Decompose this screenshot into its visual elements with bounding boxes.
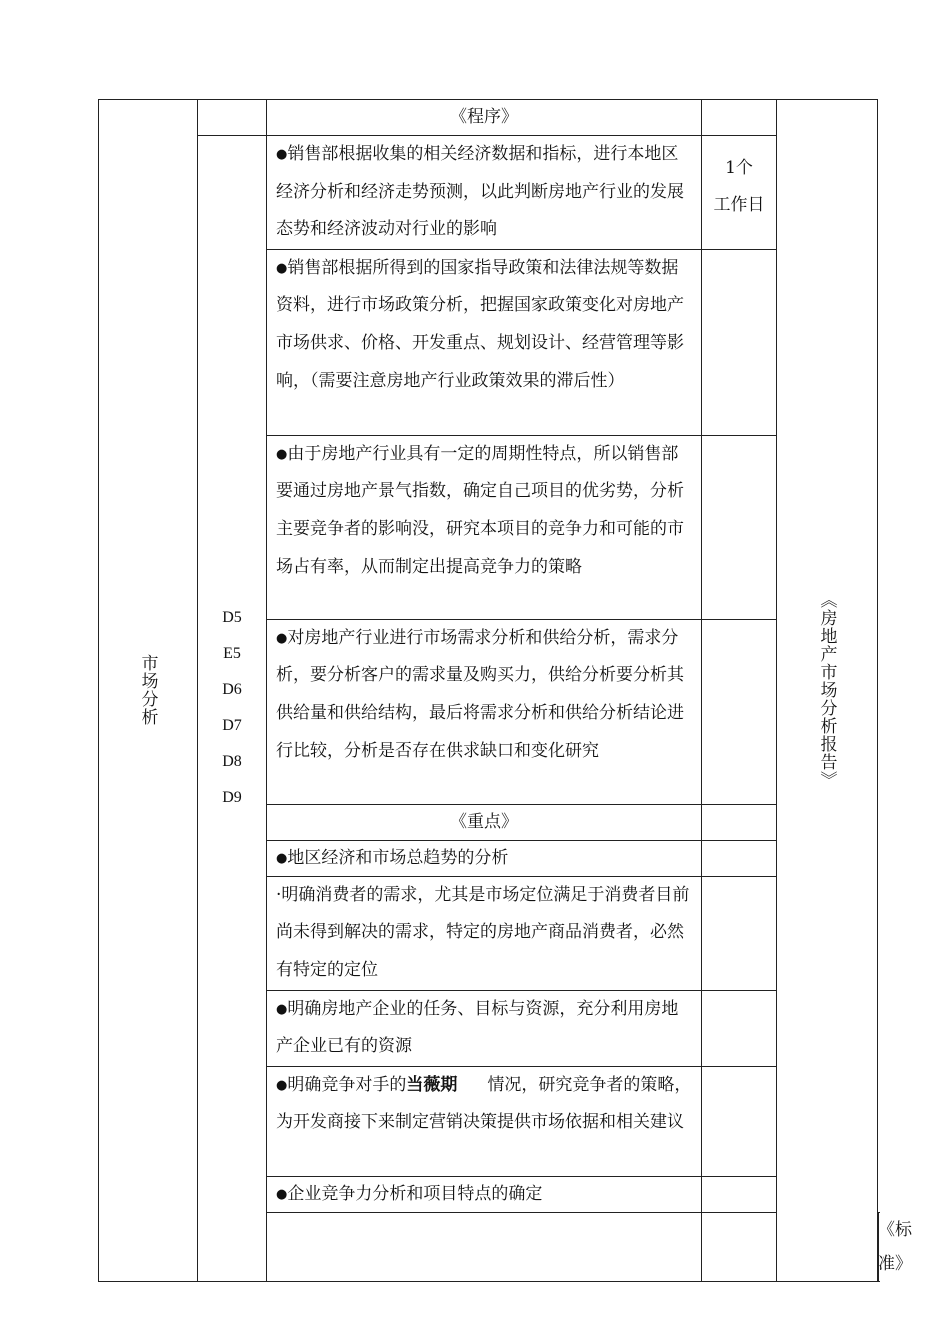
procedure-item-4 (267, 619, 702, 804)
bullet-icon: ● (276, 260, 288, 276)
dot-bullet-icon: · (276, 884, 282, 905)
left-title: 市场分析 (137, 654, 158, 727)
duration-cell (702, 136, 777, 250)
key-item-1 (267, 840, 702, 876)
key-text: 明确消费者的需求，尤其是市场定位满足于消费者目前尚未得到解决的需求，特定的房地产商品消费者，必然有特定的定位 (276, 884, 690, 980)
key-text-bold: 当薇期 (406, 1074, 458, 1095)
code-item: D6 (222, 681, 242, 699)
key-text: 情况，研究竞争者的策略，为开发商接下来制定营销决策提供市场依据和相关建议 (276, 1074, 692, 1133)
procedure-text: 销售部根据所得到的国家指导政策和法律法规等数据资料，进行市场政策分析，把握国家政策变化对房地产市场供求、价格、开发重点、规划设计、经营管理等影响，（需要注意房地产行业政策效果的滞后性） (276, 257, 684, 391)
key-text: 明确竞争对手的 (287, 1074, 407, 1095)
procedure-text: 由于房地产行业具有一定的周期性特点，所以销售部要通过房地产景气指数，确定自己项目的优劣势，分析主要竞争者的影响没，研究本项目的竞争力和可能的市场占有率，从而制定出提高竞争力的策略 (276, 443, 684, 577)
empty-cell (702, 1176, 777, 1212)
codes-cell (198, 136, 267, 1282)
duration-line: 1个 (725, 158, 753, 178)
key-text: 企业竞争力分析和项目特点的确定 (287, 1183, 543, 1204)
empty-cell (702, 100, 777, 136)
empty-cell (702, 619, 777, 804)
procedure-item-1 (267, 136, 702, 250)
empty-cell (702, 1212, 777, 1281)
empty-cell (702, 840, 777, 876)
procedure-text: 销售部根据收集的相关经济数据和指标，进行本地区经济分析和经济走势预测，以此判断房地产行业的发展态势和经济波动对行业的影响 (276, 144, 684, 240)
empty-cell (198, 100, 267, 136)
bullet-icon: ● (276, 1001, 288, 1017)
right-title-cell (777, 100, 878, 1282)
left-title-cell (99, 100, 198, 1282)
key-item-5 (267, 1176, 702, 1212)
key-text: 地区经济和市场总趋势的分析 (287, 847, 509, 868)
right-title: 《房地产市场分析报告》 (816, 591, 837, 790)
empty-cell (702, 876, 777, 990)
procedure-text: 对房地产行业进行市场需求分析和供给分析，需求分析，要分析客户的需求量及购买力，供给分析要分析其供给量和供给结构，最后将需求分析和供给分析结论进行比较，分析是否存在供求缺口和变化研究 (276, 627, 684, 761)
key-item-3 (267, 990, 702, 1066)
bullet-icon: ● (276, 1077, 288, 1093)
procedure-header: 《程序》 (267, 100, 702, 136)
empty-cell (702, 1066, 777, 1176)
empty-cell (267, 1212, 702, 1281)
bullet-icon: ● (276, 446, 288, 462)
code-item: D7 (222, 717, 242, 735)
empty-cell (702, 435, 777, 619)
bullet-icon: ● (276, 147, 288, 162)
procedure-item-3 (267, 435, 702, 619)
bullet-icon: ● (276, 850, 288, 866)
code-list (198, 600, 266, 816)
key-item-4 (267, 1066, 702, 1176)
code-item: D5 (222, 609, 242, 627)
bullet-icon: ● (276, 630, 288, 646)
key-item-2 (267, 876, 702, 990)
empty-cell (702, 249, 777, 435)
key-text: 明确房地产企业的任务、目标与资源，充分利用房地产企业已有的资源 (276, 998, 679, 1057)
code-item: D9 (222, 789, 242, 807)
key-header: 《重点》 (267, 804, 702, 840)
duration (702, 136, 776, 224)
document-table (98, 99, 912, 1282)
procedure-item-2 (267, 249, 702, 435)
bullet-icon: ● (276, 1186, 288, 1202)
code-item: E5 (223, 645, 241, 663)
duration-line: 工作日 (713, 195, 765, 215)
empty-cell (702, 804, 777, 840)
code-item: D8 (222, 753, 242, 771)
empty-cell (702, 990, 777, 1066)
